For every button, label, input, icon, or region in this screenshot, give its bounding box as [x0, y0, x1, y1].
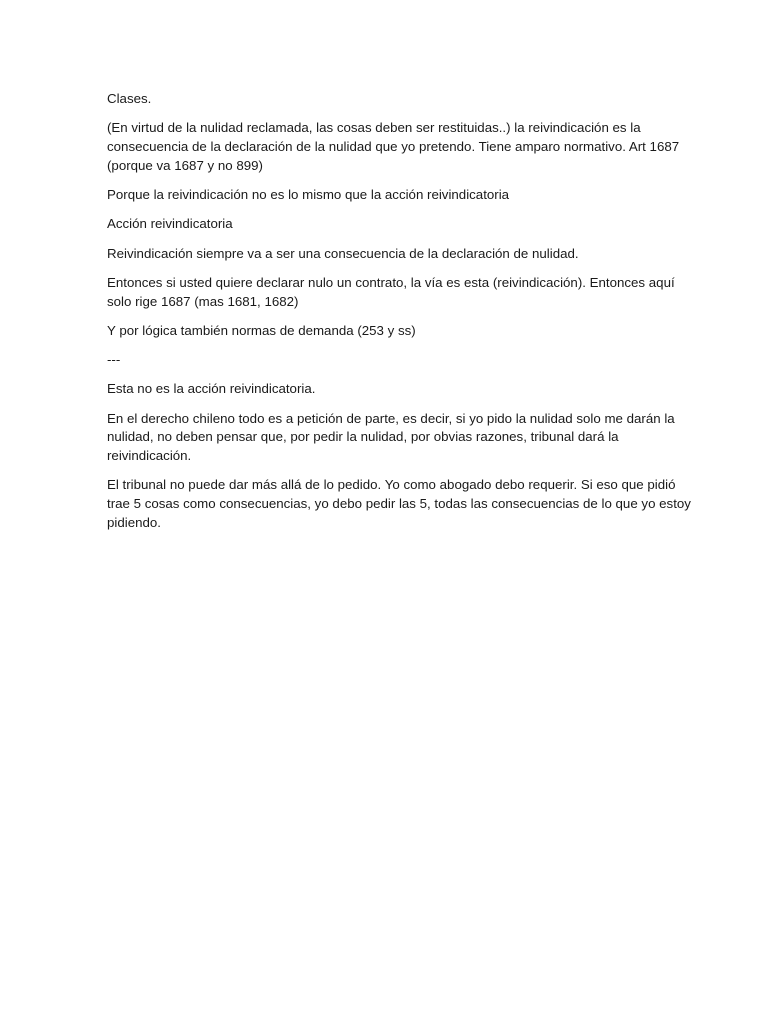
text-line: Clases. — [107, 91, 152, 106]
text-line: reivindicación. — [107, 448, 192, 464]
separator-text — [107, 351, 658, 370]
text-line: (En virtud de la nulidad reclamada, las cosas deben ser restituidas..) la reivindicación es la — [107, 120, 641, 136]
paragraph — [107, 380, 658, 399]
text-line: Reivindicación siempre va a ser una consecuencia de la declaración de nulidad. — [107, 245, 579, 261]
text-line: nulidad, no deben pensar que, por pedir la nulidad, por obvias razones, tribunal dará la — [107, 429, 619, 445]
text-line: trae 5 cosas como consecuencias, yo debo pedir las 5, todas las consecuencias de lo que yo estoy — [107, 496, 691, 512]
text-line: En el derecho chileno todo es a petición de parte, es decir, si yo pido la nulidad solo me darán la — [107, 410, 675, 426]
text-line: El tribunal no puede dar más allá de lo pedido. Yo como abogado debo requerir. Si eso que pidió — [107, 477, 676, 493]
paragraph — [107, 119, 680, 175]
paragraph — [107, 274, 675, 311]
text-line: Porque la reivindicación no es lo mismo que la acción reivindicatoria — [107, 187, 510, 202]
text-line: solo rige 1687 (mas 1681, 1682) — [107, 293, 299, 309]
text-line: Y por lógica también normas de demanda (253 y ss) — [107, 322, 416, 338]
text-line: Esta no es la acción reivindicatoria. — [107, 381, 316, 397]
text-line: (porque va 1687 y no 899) — [107, 157, 263, 173]
paragraph — [107, 215, 658, 234]
text-line: consecuencia de la declaración de la nulidad que yo pretendo. Tiene amparo normativo. Art 1687 — [107, 139, 680, 154]
paragraph — [107, 245, 658, 264]
paragraph — [107, 476, 691, 532]
text-line: Acción reivindicatoria — [107, 216, 233, 232]
paragraph — [107, 186, 658, 205]
paragraph — [107, 322, 658, 341]
paragraph — [107, 410, 675, 466]
paragraph-title — [107, 90, 658, 109]
text-line: pidiendo. — [107, 514, 161, 530]
text-line: Entonces si usted quiere declarar nulo un contrato, la vía es esta (reivindicación). Entonces aquí — [107, 274, 675, 290]
text-line: --- — [107, 352, 121, 368]
